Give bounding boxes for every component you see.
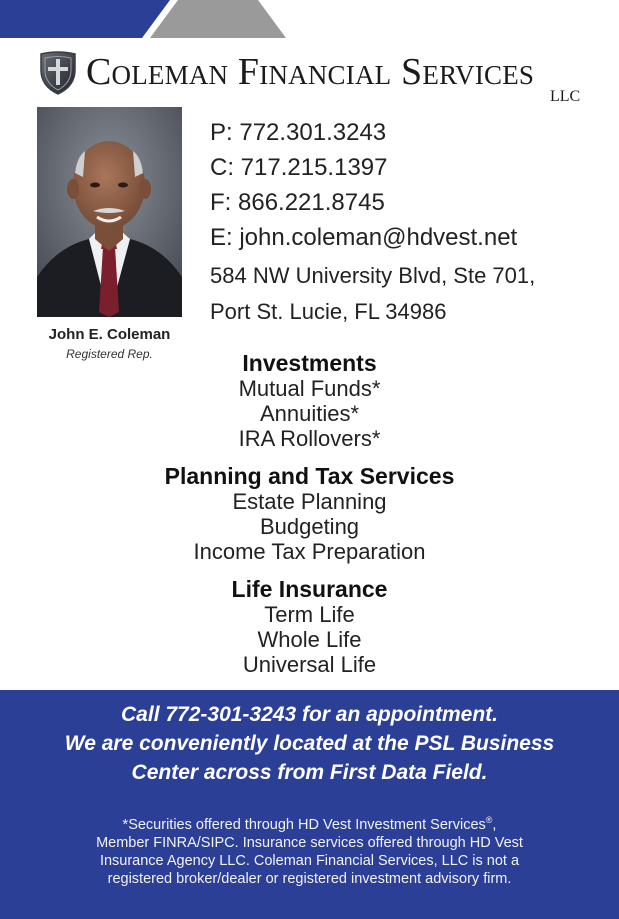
person-title: Registered Rep. [66,347,153,361]
cta-line: Center across from First Data Field. [131,761,488,784]
service-item: Annuities* [259,401,360,426]
address-line-1: 584 NW University Blvd, Ste 701, [210,263,536,288]
service-item: Universal Life [242,652,377,677]
service-item: IRA Rollovers* [238,426,381,451]
service-group-planning-tax [0,463,619,564]
service-heading: Life Insurance [231,576,388,602]
call-to-action [0,700,619,787]
disclaimer-line [0,811,619,834]
portrait-photo [37,107,182,317]
company-name: Coleman Financial Services [86,51,535,93]
disclaimer-line: Insurance Agency LLC. Coleman Financial Services, LLC is not a [99,852,520,869]
service-item: Estate Planning [232,489,387,514]
disclaimer-text: *Securities offered through HD Vest Investment Services [122,816,486,833]
brand-header [38,50,598,106]
address-line-2: Port St. Lucie, FL 34986 [210,299,447,324]
service-heading: Investments [242,350,377,376]
service-heading: Planning and Tax Services [164,463,455,489]
registered-mark: ® [485,815,493,825]
service-item: Whole Life [257,627,362,652]
cell-number[interactable]: C: 717.215.1397 [210,154,388,181]
disclaimer-line: registered broker/dealer or registered investment advisory firm. [107,870,512,887]
phone-number[interactable]: P: 772.301.3243 [210,119,387,146]
cta-line: Call 772-301-3243 for an appointment. [121,703,498,726]
service-item: Income Tax Preparation [193,539,426,564]
service-item: Term Life [264,602,355,627]
top-decorative-bands [0,0,619,38]
person-name: John E. Coleman [48,326,171,343]
disclaimer-comma: , [492,816,497,833]
company-suffix: LLC [550,88,581,105]
service-item: Budgeting [259,514,360,539]
fax-number: F: 866.221.8745 [210,189,385,216]
cta-line: We are conveniently located at the PSL Business [64,732,555,755]
service-item: Mutual Funds* [238,376,381,401]
footer-banner [0,690,619,919]
contact-info [210,118,535,330]
service-group-life-insurance [0,576,619,677]
service-group-investments [0,350,619,451]
portrait-illustration [37,107,182,317]
disclaimer-line: Member FINRA/SIPC. Insurance services offered through HD Vest [96,834,523,851]
services-list [0,350,619,689]
disclaimer [0,811,619,888]
email-address[interactable]: E: john.coleman@hdvest.net [210,224,518,251]
shield-cross-icon [38,50,78,96]
